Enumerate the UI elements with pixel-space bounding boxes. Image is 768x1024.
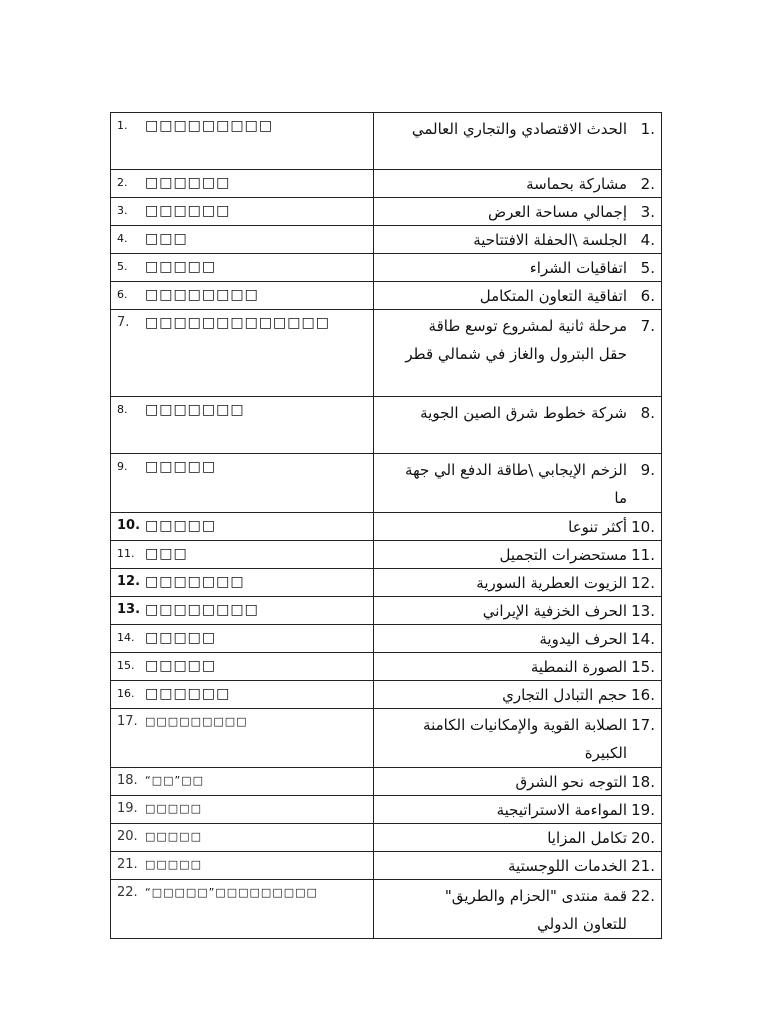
arabic-cell bbox=[374, 541, 662, 569]
row-number: .1 bbox=[640, 120, 655, 138]
arabic-cell bbox=[374, 569, 662, 597]
chinese-cell bbox=[111, 454, 374, 513]
arabic-cell bbox=[374, 709, 662, 768]
arabic-term: مستحضرات التجميل bbox=[499, 546, 627, 564]
table-row bbox=[111, 824, 662, 852]
table-row bbox=[111, 310, 662, 397]
arabic-cell bbox=[374, 513, 662, 541]
arabic-term: تكامل المزايا bbox=[547, 829, 627, 847]
row-number: .10 bbox=[631, 518, 655, 536]
table-row bbox=[111, 796, 662, 824]
table-row bbox=[111, 170, 662, 198]
arabic-cell bbox=[374, 454, 662, 513]
table-row bbox=[111, 569, 662, 597]
chinese-cell bbox=[111, 653, 374, 681]
table-row bbox=[111, 681, 662, 709]
chinese-term: □□□□□ bbox=[145, 459, 217, 475]
chinese-cell bbox=[111, 541, 374, 569]
row-number: .22 bbox=[631, 887, 655, 905]
glossary-table bbox=[110, 112, 662, 939]
chinese-term: “□□”□□ bbox=[145, 774, 204, 787]
chinese-cell bbox=[111, 282, 374, 310]
row-number: .2 bbox=[640, 175, 655, 193]
chinese-cell bbox=[111, 824, 374, 852]
table-row bbox=[111, 113, 662, 170]
chinese-cell bbox=[111, 198, 374, 226]
chinese-term: □□□□□□□ bbox=[145, 402, 245, 418]
chinese-term: □□□□□ bbox=[145, 658, 217, 674]
row-number: .5 bbox=[640, 259, 655, 277]
chinese-term: □□□□□ bbox=[145, 830, 202, 843]
chinese-cell bbox=[111, 513, 374, 541]
table-row bbox=[111, 880, 662, 939]
row-number: 12. bbox=[117, 574, 141, 589]
table-row bbox=[111, 282, 662, 310]
row-number: 6. bbox=[117, 288, 128, 301]
table-row bbox=[111, 709, 662, 768]
chinese-term: □□□□□□ bbox=[145, 686, 231, 702]
row-number: 13. bbox=[117, 602, 141, 617]
arabic-cell bbox=[374, 113, 662, 170]
row-number: .7 bbox=[640, 317, 655, 335]
arabic-cell bbox=[374, 768, 662, 796]
table-row bbox=[111, 597, 662, 625]
arabic-cell bbox=[374, 625, 662, 653]
row-number: .11 bbox=[631, 546, 655, 564]
chinese-term: □□□□□□□□□ bbox=[145, 715, 248, 728]
row-number: 9. bbox=[117, 460, 128, 473]
arabic-term: الجلسة \الحفلة الافتتاحية bbox=[473, 231, 627, 249]
chinese-cell bbox=[111, 310, 374, 397]
chinese-cell bbox=[111, 681, 374, 709]
row-number: .16 bbox=[631, 686, 655, 704]
row-number: .19 bbox=[631, 801, 655, 819]
row-number: .14 bbox=[631, 630, 655, 648]
arabic-term: مرحلة ثانية لمشروع توسع طاقة حقل البترول والغاز في شمالي قطر bbox=[405, 317, 627, 363]
chinese-cell bbox=[111, 852, 374, 880]
row-number: .20 bbox=[631, 829, 655, 847]
row-number: 18. bbox=[117, 773, 138, 788]
chinese-cell bbox=[111, 170, 374, 198]
row-number: .18 bbox=[631, 773, 655, 791]
row-number: .4 bbox=[640, 231, 655, 249]
arabic-term: الخدمات اللوجستية bbox=[508, 857, 627, 875]
arabic-term: حجم التبادل التجاري bbox=[502, 686, 627, 704]
arabic-cell bbox=[374, 796, 662, 824]
chinese-term: □□□□□ bbox=[145, 630, 217, 646]
chinese-cell bbox=[111, 768, 374, 796]
arabic-term: قمة منتدى "الحزام والطريق" للتعاون الدولي bbox=[444, 887, 627, 933]
arabic-cell bbox=[374, 198, 662, 226]
row-number: .8 bbox=[640, 404, 655, 422]
arabic-cell bbox=[374, 681, 662, 709]
arabic-cell bbox=[374, 254, 662, 282]
arabic-term: الحرف الخزفية الإيراني bbox=[482, 602, 627, 620]
row-number: 3. bbox=[117, 204, 128, 217]
table-row bbox=[111, 541, 662, 569]
row-number: .15 bbox=[631, 658, 655, 676]
row-number: 2. bbox=[117, 176, 128, 189]
arabic-term: اتفاقيات الشراء bbox=[529, 259, 627, 277]
chinese-cell bbox=[111, 880, 374, 939]
arabic-term: الحرف اليدوية bbox=[539, 630, 627, 648]
row-number: .9 bbox=[640, 461, 655, 479]
table-row bbox=[111, 397, 662, 454]
table-row bbox=[111, 254, 662, 282]
row-number: 15. bbox=[117, 659, 135, 672]
row-number: 22. bbox=[117, 885, 138, 900]
table-row bbox=[111, 198, 662, 226]
chinese-term: □□□□□□□ bbox=[145, 574, 245, 590]
row-number: 19. bbox=[117, 801, 138, 816]
chinese-cell bbox=[111, 397, 374, 454]
row-number: .17 bbox=[631, 716, 655, 734]
chinese-term: □□□□□□ bbox=[145, 203, 231, 219]
chinese-term: “□□□□□”□□□□□□□□□ bbox=[145, 886, 318, 899]
arabic-cell bbox=[374, 852, 662, 880]
arabic-cell bbox=[374, 824, 662, 852]
row-number: 16. bbox=[117, 687, 135, 700]
arabic-term: أكثر تنوعا bbox=[568, 518, 627, 536]
arabic-term: اتفاقية التعاون المتكامل bbox=[479, 287, 627, 305]
chinese-term: □□□□□□□□ bbox=[145, 287, 259, 303]
chinese-cell bbox=[111, 709, 374, 768]
row-number: .3 bbox=[640, 203, 655, 221]
arabic-term: شركة خطوط شرق الصين الجوية bbox=[420, 404, 627, 422]
document-page bbox=[110, 112, 659, 939]
chinese-term: □□□□□□□□□□□□□ bbox=[145, 315, 330, 331]
arabic-cell bbox=[374, 597, 662, 625]
chinese-term: □□□□□□ bbox=[145, 175, 231, 191]
chinese-term: □□□□□ bbox=[145, 802, 202, 815]
chinese-cell bbox=[111, 113, 374, 170]
arabic-cell bbox=[374, 880, 662, 939]
arabic-cell bbox=[374, 310, 662, 397]
row-number: .13 bbox=[631, 602, 655, 620]
arabic-term: الحدث الاقتصادي والتجاري العالمي bbox=[411, 120, 627, 138]
arabic-term: الصلابة القوية والإمكانيات الكامنة الكبيرة bbox=[423, 716, 627, 762]
row-number: .21 bbox=[631, 857, 655, 875]
chinese-term: □□□□□□□□□ bbox=[145, 118, 274, 134]
chinese-term: □□□□□ bbox=[145, 518, 217, 534]
table-row bbox=[111, 454, 662, 513]
chinese-term: □□□□□ bbox=[145, 259, 217, 275]
arabic-cell bbox=[374, 397, 662, 454]
row-number: 21. bbox=[117, 857, 138, 872]
arabic-cell bbox=[374, 226, 662, 254]
chinese-term: □□□ bbox=[145, 546, 188, 562]
row-number: 20. bbox=[117, 829, 138, 844]
arabic-term: مشاركة بحماسة bbox=[526, 175, 627, 193]
table-row bbox=[111, 513, 662, 541]
row-number: 10. bbox=[117, 518, 141, 533]
arabic-cell bbox=[374, 282, 662, 310]
table-row bbox=[111, 625, 662, 653]
chinese-cell bbox=[111, 569, 374, 597]
row-number: 8. bbox=[117, 403, 128, 416]
row-number: 11. bbox=[117, 547, 135, 560]
chinese-term: □□□□□□□□ bbox=[145, 602, 259, 618]
arabic-cell bbox=[374, 170, 662, 198]
chinese-cell bbox=[111, 254, 374, 282]
chinese-term: □□□ bbox=[145, 231, 188, 247]
table-row bbox=[111, 852, 662, 880]
row-number: 1. bbox=[117, 119, 128, 132]
table-row bbox=[111, 226, 662, 254]
chinese-cell bbox=[111, 625, 374, 653]
arabic-term: إجمالي مساحة العرض bbox=[488, 203, 627, 221]
row-number: .12 bbox=[631, 574, 655, 592]
chinese-cell bbox=[111, 226, 374, 254]
arabic-term: الزخم الإيجابي \طاقة الدفع الي جهة ما bbox=[405, 461, 627, 507]
chinese-cell bbox=[111, 796, 374, 824]
arabic-term: الصورة النمطية bbox=[530, 658, 627, 676]
chinese-cell bbox=[111, 597, 374, 625]
row-number: .6 bbox=[640, 287, 655, 305]
row-number: 17. bbox=[117, 714, 138, 729]
row-number: 5. bbox=[117, 260, 128, 273]
arabic-term: المواءمة الاستراتيجية bbox=[496, 801, 627, 819]
row-number: 14. bbox=[117, 631, 135, 644]
row-number: 4. bbox=[117, 232, 128, 245]
row-number: 7. bbox=[117, 315, 130, 330]
chinese-term: □□□□□ bbox=[145, 858, 202, 871]
arabic-term: الزيوت العطرية السورية bbox=[476, 574, 627, 592]
table-row bbox=[111, 768, 662, 796]
arabic-term: التوجه نحو الشرق bbox=[515, 773, 627, 791]
arabic-cell bbox=[374, 653, 662, 681]
table-row bbox=[111, 653, 662, 681]
